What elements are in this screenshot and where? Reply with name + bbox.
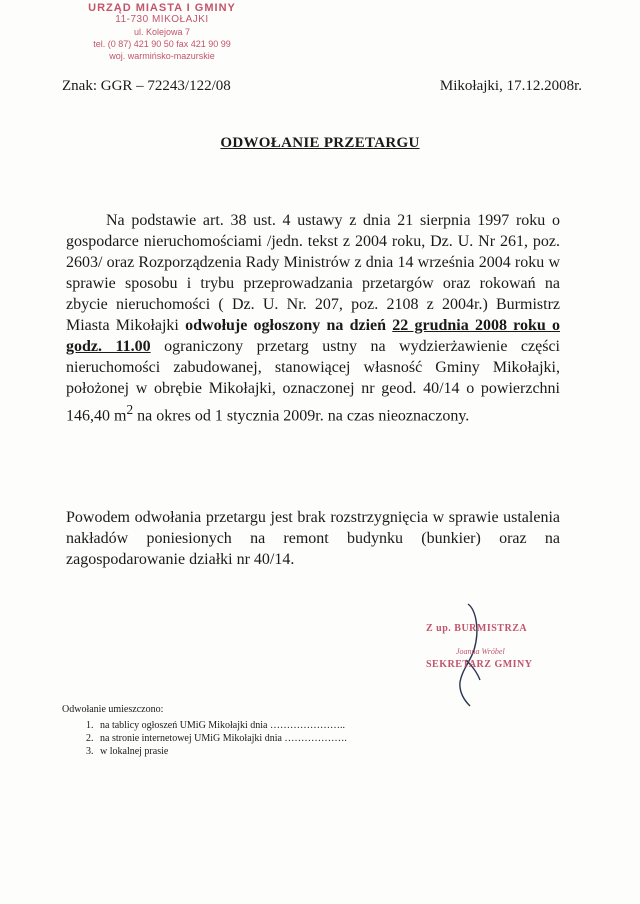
signature-stamp bbox=[420, 600, 570, 710]
posting-note bbox=[62, 703, 462, 758]
area-superscript: 2 bbox=[126, 402, 134, 417]
list-item: 3. w lokalnej prasie bbox=[96, 745, 462, 758]
paragraph-main-part2: ograniczony przetarg ustny na wydzierżawienie części nieruchomości zabudowanej, stanowiącej własność Gminy Mikołajki, położonej w obrębie Mikołajki, oznaczonej nr geod. 40/14 o powierzchni 146,40 m bbox=[66, 338, 560, 425]
reference-number: Znak: GGR – 72243/122/08 bbox=[62, 78, 231, 94]
stamp-line-street: ul. Kolejowa 7 bbox=[133, 27, 191, 37]
list-item: 2. na stronie internetowej UMiG Mikołajki dnia ………………. bbox=[96, 732, 462, 745]
paragraph-reason: Powodem odwołania przetargu jest brak rozstrzygnięcia w sprawie ustalenia nakładów poniesionych na remont budynku (bunkier) oraz na zagospodarowanie działki nr 40/14. bbox=[66, 509, 560, 568]
list-item: 1. na tablicy ogłoszeń UMiG Mikołajki dnia ………………….. bbox=[96, 719, 462, 732]
stamp-line-office: URZĄD MIASTA I GMINY bbox=[88, 2, 236, 14]
document-title: ODWOŁANIE PRZETARGU bbox=[220, 135, 420, 151]
signature-stamp-title: Z up. BURMISTRZA bbox=[426, 623, 528, 634]
signature-stamp-name: Joanna Wróbel bbox=[456, 647, 505, 656]
reference-line bbox=[62, 78, 582, 95]
posting-list bbox=[62, 719, 462, 758]
paragraph-main-part1: Na podstawie art. 38 ust. 4 ustawy z dnia 21 sierpnia 1997 roku o gospodarce nieruchomościami /jedn. tekst z 2004 roku, Dz. U. Nr 261, poz. 2603/ oraz Rozporządzenia Rady Ministrów z dnia 14 września 2004 roku w sprawie sposobu i trybu przeprowadzania przetargów oraz rokowań na zbycie nieruchomości ( Dz. U. Nr. 207, poz. 2108 z 2004r.) Burmistrz Miasta Mikołajki bbox=[66, 212, 560, 334]
paragraph-main bbox=[66, 210, 560, 426]
stamp-line-phone: tel. (0 87) 421 90 50 fax 421 90 99 bbox=[93, 39, 231, 49]
office-stamp bbox=[62, 2, 262, 66]
paragraph-main-bold: odwołuje ogłoszony na dzień bbox=[185, 317, 393, 334]
auction-date: 22 grudnia 2008 roku o godz. 11.00 bbox=[66, 317, 560, 355]
stamp-line-postcode: 11-730 MIKOŁAJKI bbox=[115, 14, 209, 25]
place-date: Mikołajki, 17.12.2008r. bbox=[439, 78, 582, 94]
stamp-line-region: woj. warmińsko-mazurskie bbox=[109, 51, 215, 61]
signature-stamp-role: SEKRETARZ GMINY bbox=[426, 659, 533, 670]
posting-note-heading: Odwołanie umieszczono: bbox=[62, 704, 164, 715]
paragraph-main-part3: na okres od 1 stycznia 2009r. na czas nieoznaczony. bbox=[133, 407, 470, 425]
